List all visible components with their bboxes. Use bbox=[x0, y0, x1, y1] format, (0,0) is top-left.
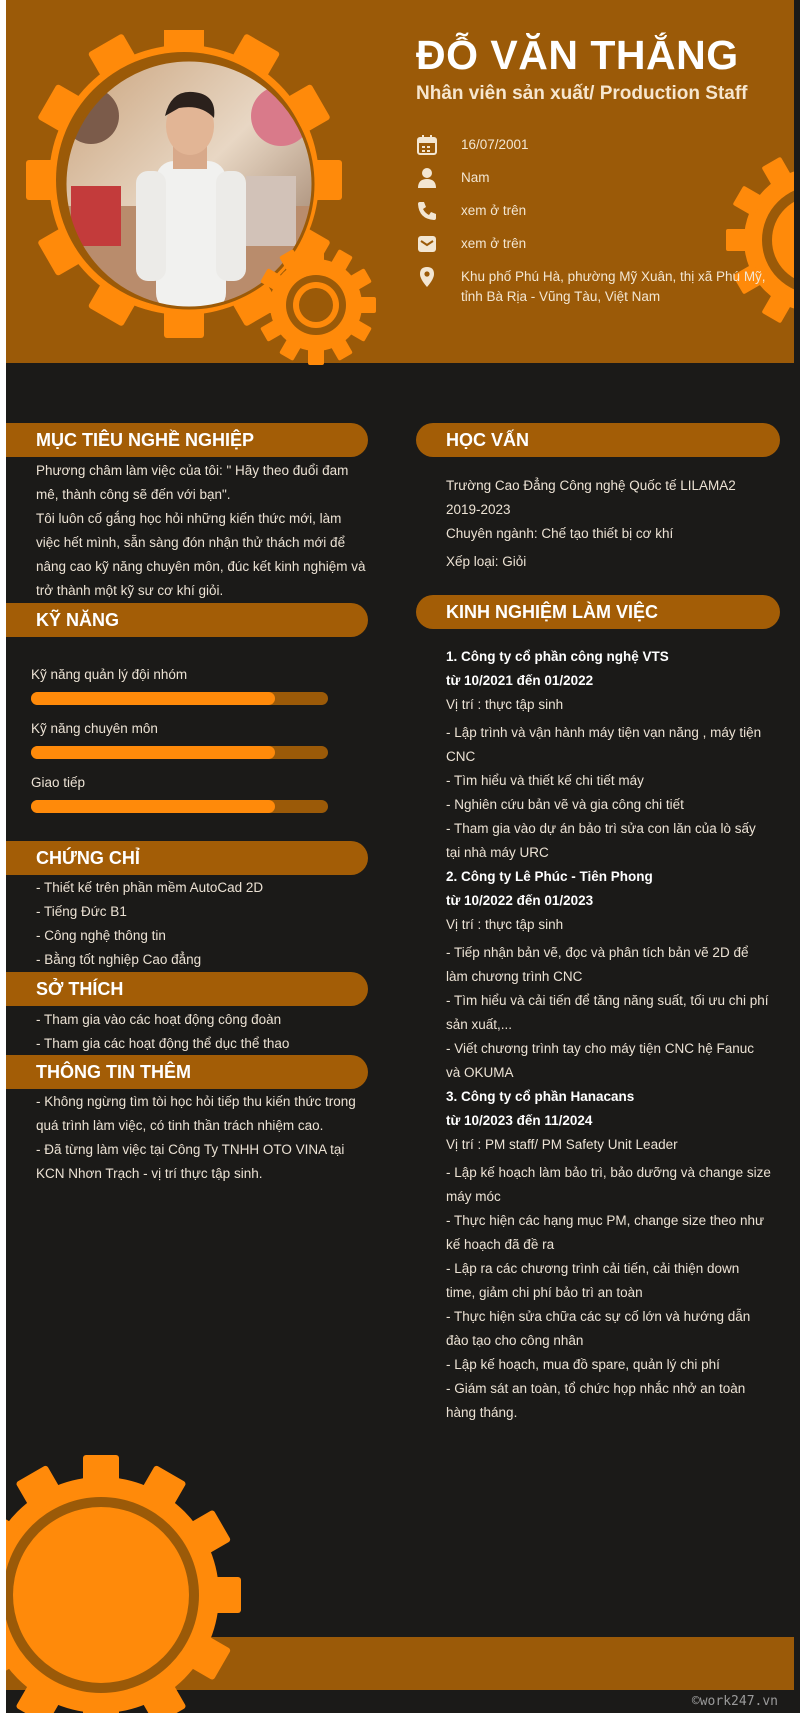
experience-heading-text: KINH NGHIỆM LÀM VIỆC bbox=[446, 602, 659, 622]
education-school: Trường Cao Đẳng Công nghệ Quốc tế LILAMA2 bbox=[446, 478, 736, 493]
skill-bar-fill bbox=[31, 746, 275, 759]
job-position: Vị trí : thực tập sinh bbox=[446, 917, 564, 932]
objective-line: Tôi luôn cố gắng học hỏi những kiến thức mới, làm việc hết mình, sẵn sàng đón nhận thử thách mới để nâng cao kỹ năng chuyên môn, đúc kết kinh nghiệm và trở thành một kỹ sư cơ khí giỏi. bbox=[36, 511, 366, 598]
job-duty: - Tiếp nhận bản vẽ, đọc và phân tích bản vẽ 2D để làm chương trình CNC bbox=[446, 945, 749, 984]
job-company: 1. Công ty cổ phần công nghệ VTS bbox=[446, 649, 669, 664]
extra-info-heading bbox=[6, 1055, 368, 1089]
gear-icon bbox=[251, 240, 381, 370]
list-item: - Bằng tốt nghiệp Cao đẳng bbox=[36, 952, 202, 967]
skill-bar-fill bbox=[31, 692, 275, 705]
gear-icon bbox=[6, 1440, 256, 1713]
phone-text: xem ở trên bbox=[461, 203, 527, 218]
email-icon bbox=[416, 234, 438, 254]
list-item: - Tiếng Đức B1 bbox=[36, 904, 127, 919]
objective-line: Phương châm làm việc của tôi: " Hãy theo đuổi đam mê, thành công sẽ đến với bạn". bbox=[36, 463, 349, 502]
location-icon bbox=[416, 267, 438, 287]
skill-bar bbox=[31, 800, 328, 813]
list-item: - Đã từng làm việc tại Công Ty TNHH OTO VINA tại KCN Nhơn Trạch - vị trí thực tập sinh. bbox=[36, 1142, 345, 1181]
address-text: Khu phố Phú Hà, phường Mỹ Xuân, thị xã Phú Mỹ, tỉnh Bà Rịa - Vũng Tàu, Việt Nam bbox=[461, 269, 766, 304]
job-duty: - Thực hiện các hạng mục PM, change size theo như kế hoạch đã đề ra bbox=[446, 1213, 764, 1252]
experience-list bbox=[446, 645, 771, 1425]
certificates-list bbox=[36, 876, 366, 972]
job-period: từ 10/2022 đến 01/2023 bbox=[446, 893, 594, 908]
watermark: ©work247.vn bbox=[691, 1694, 778, 1709]
education-heading bbox=[416, 423, 780, 457]
job-company: 3. Công ty cổ phần Hanacans bbox=[446, 1089, 635, 1104]
job-duty: - Lập kế hoạch làm bảo trì, bảo dưỡng và change size máy móc bbox=[446, 1165, 771, 1204]
calendar-icon bbox=[416, 135, 438, 155]
education-heading-text: HỌC VẤN bbox=[446, 430, 530, 450]
objective-text bbox=[36, 459, 366, 603]
education-years: 2019-2023 bbox=[446, 502, 511, 517]
extra-info-heading-text: THÔNG TIN THÊM bbox=[36, 1062, 191, 1082]
skills-heading bbox=[6, 603, 368, 637]
certificates-heading bbox=[6, 841, 368, 875]
skill-label: Kỹ năng chuyên môn bbox=[31, 721, 158, 736]
education-grade: Xếp loại: Giỏi bbox=[446, 554, 527, 569]
extra-info-list bbox=[36, 1090, 356, 1186]
phone-icon bbox=[416, 201, 438, 221]
job-period: từ 10/2023 đến 11/2024 bbox=[446, 1113, 593, 1128]
job-duty: - Lập trình và vận hành máy tiện vạn năng , máy tiện CNC bbox=[446, 725, 762, 764]
job-duty: - Thực hiện sửa chữa các sự cố lớn và hướng dẫn đào tạo cho công nhân bbox=[446, 1309, 751, 1348]
job-duty: - Nghiên cứu bản vẽ và gia công chi tiết bbox=[446, 797, 684, 812]
education-details bbox=[446, 474, 776, 574]
objective-heading bbox=[6, 423, 368, 457]
list-item: - Không ngừng tìm tòi học hỏi tiếp thu kiến thức trong quá trình làm việc, có tinh thần trách nhiệm cao. bbox=[36, 1094, 356, 1133]
email-text: xem ở trên bbox=[461, 236, 527, 251]
list-item: - Thiết kế trên phần mềm AutoCad 2D bbox=[36, 880, 264, 895]
list-item: - Công nghệ thông tin bbox=[36, 928, 166, 943]
job-duty: - Tìm hiểu và thiết kế chi tiết máy bbox=[446, 773, 644, 788]
skills-heading-text: KỸ NĂNG bbox=[36, 610, 120, 630]
hobbies-list bbox=[36, 1008, 366, 1056]
cv-page bbox=[6, 0, 800, 1713]
job-duty: - Lập kế hoạch, mua đồ spare, quản lý chi phí bbox=[446, 1357, 720, 1372]
candidate-name: ĐỖ VĂN THẮNG bbox=[416, 32, 739, 78]
job-title: Nhân viên sản xuất/ Production Staff bbox=[416, 83, 748, 104]
job-duty: - Tham gia vào dự án bảo trì sửa con lăn của lò sấy tại nhà máy URC bbox=[446, 821, 756, 860]
experience-heading bbox=[416, 595, 780, 629]
birthdate-text: 16/07/2001 bbox=[461, 137, 529, 152]
list-item: - Tham gia các hoạt động thể dục thể thao bbox=[36, 1036, 290, 1051]
job-period: từ 10/2021 đến 01/2022 bbox=[446, 673, 594, 688]
job-position: Vị trí : thực tập sinh bbox=[446, 697, 564, 712]
job-position: Vị trí : PM staff/ PM Safety Unit Leader bbox=[446, 1137, 678, 1152]
hobbies-heading-text: SỞ THÍCH bbox=[36, 979, 124, 999]
list-item: - Tham gia vào các hoạt động công đoàn bbox=[36, 1012, 282, 1027]
hobbies-heading bbox=[6, 972, 368, 1006]
skill-label: Kỹ năng quản lý đội nhóm bbox=[31, 667, 188, 682]
job-duty: - Tìm hiểu và cải tiến để tăng năng suất, tối ưu chi phí sản xuất,... bbox=[446, 993, 769, 1032]
job-duty: - Lập ra các chương trình cải tiến, cải thiện down time, giảm chi phí bảo trì an toàn bbox=[446, 1261, 740, 1300]
education-major: Chuyên ngành: Chế tạo thiết bị cơ khí bbox=[446, 526, 674, 541]
skill-bar bbox=[31, 692, 328, 705]
skill-bar-fill bbox=[31, 800, 275, 813]
objective-heading-text: MỤC TIÊU NGHỀ NGHIỆP bbox=[36, 430, 255, 450]
gender-text: Nam bbox=[461, 170, 490, 185]
skill-bar bbox=[31, 746, 328, 759]
job-company: 2. Công ty Lê Phúc - Tiên Phong bbox=[446, 869, 653, 884]
user-icon bbox=[416, 168, 438, 188]
job-duty: - Giám sát an toàn, tổ chức họp nhắc nhở an toàn hàng tháng. bbox=[446, 1381, 746, 1420]
job-duty: - Viết chương trình tay cho máy tiện CNC hệ Fanuc và OKUMA bbox=[446, 1041, 755, 1080]
skill-label: Giao tiếp bbox=[31, 775, 86, 790]
certificates-heading-text: CHỨNG CHỈ bbox=[36, 848, 140, 868]
